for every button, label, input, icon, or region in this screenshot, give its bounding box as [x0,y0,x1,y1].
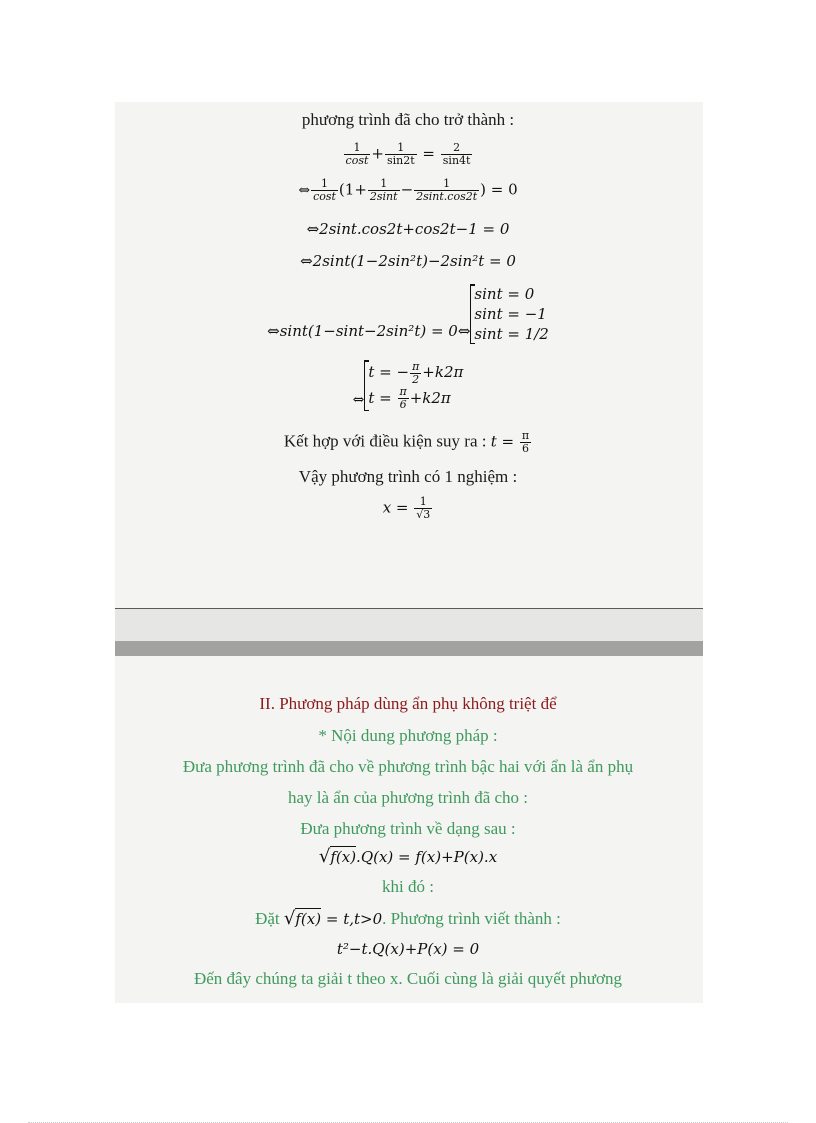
section-title: II. Phương pháp dùng ẩn phụ không triệt để [259,694,557,713]
paragraph-5: Đặt √f(x) = t,t>0. Phương trình viết thành : [255,908,561,929]
paragraph-6: Đến đây chúng ta giải t theo x. Cuối cùng là giải quyết phương [193,969,622,988]
separator-bar [115,641,703,656]
equation-substituted: t²−t.Q(x)+P(x) = 0 [336,940,480,958]
conclusion-1: Kết hợp với điều kiện suy ra : t = $\frac{\pi}{6}$ [283,429,530,455]
solution-bracket: t = − $\frac{\pi}{2}$ +k2π t = $\frac{\pi}{6}$ +k2π [364,360,463,411]
case-bracket: sint = 0 sint = −1 sint = 1/2 [470,284,548,344]
separator-gap [115,609,703,641]
paragraph-1: Đưa phương trình đã cho về phương trình bậc hai với ẩn là ẩn phụ [182,757,634,776]
equation-1: $\frac{1}{\cos t}$ + $\frac{1}{\sin 2t}$ = $\frac{2}{\sin 4t}$ [345,141,471,167]
equation-4: ⇔2sint(1−2sin²t)−2sin²t = 0 [300,252,516,270]
paragraph-4: khi đó : [382,877,434,896]
equation-6: ⇔ t = − $\frac{\pi}{2}$ +k2π t = $\frac{\pi}{6}$ +k2π [352,359,464,411]
paragraph-2: hay là ẩn của phương trình đã cho : [287,788,529,807]
equation-2: ⇔ $\frac{1}{\cos t}$ (1+ $\frac{1}{2\sin t}$ − $\frac{1}{2\sin t.\cos 2t}$ ) = 0 [298,177,518,203]
answer: x = $\frac{1}{√3}$ [382,495,431,521]
equation-3: ⇔2sint.cos2t+cos2t−1 = 0 [306,220,510,238]
conclusion-2: Vậy phương trình có 1 nghiệm : [298,467,518,486]
equation-5: ⇔sint(1−sint−2sin²t) = 0⇔ sint = 0 sint = −1 sint = 1/2 [267,285,549,343]
equation-form: √f(x).Q(x) = f(x)+P(x).x [318,846,498,867]
paragraph-3: Đưa phương trình về dạng sau : [300,819,516,838]
intro-text: phương trình đã cho trở thành : [301,110,515,129]
section-subtitle: * Nội dung phương pháp : [318,726,498,745]
